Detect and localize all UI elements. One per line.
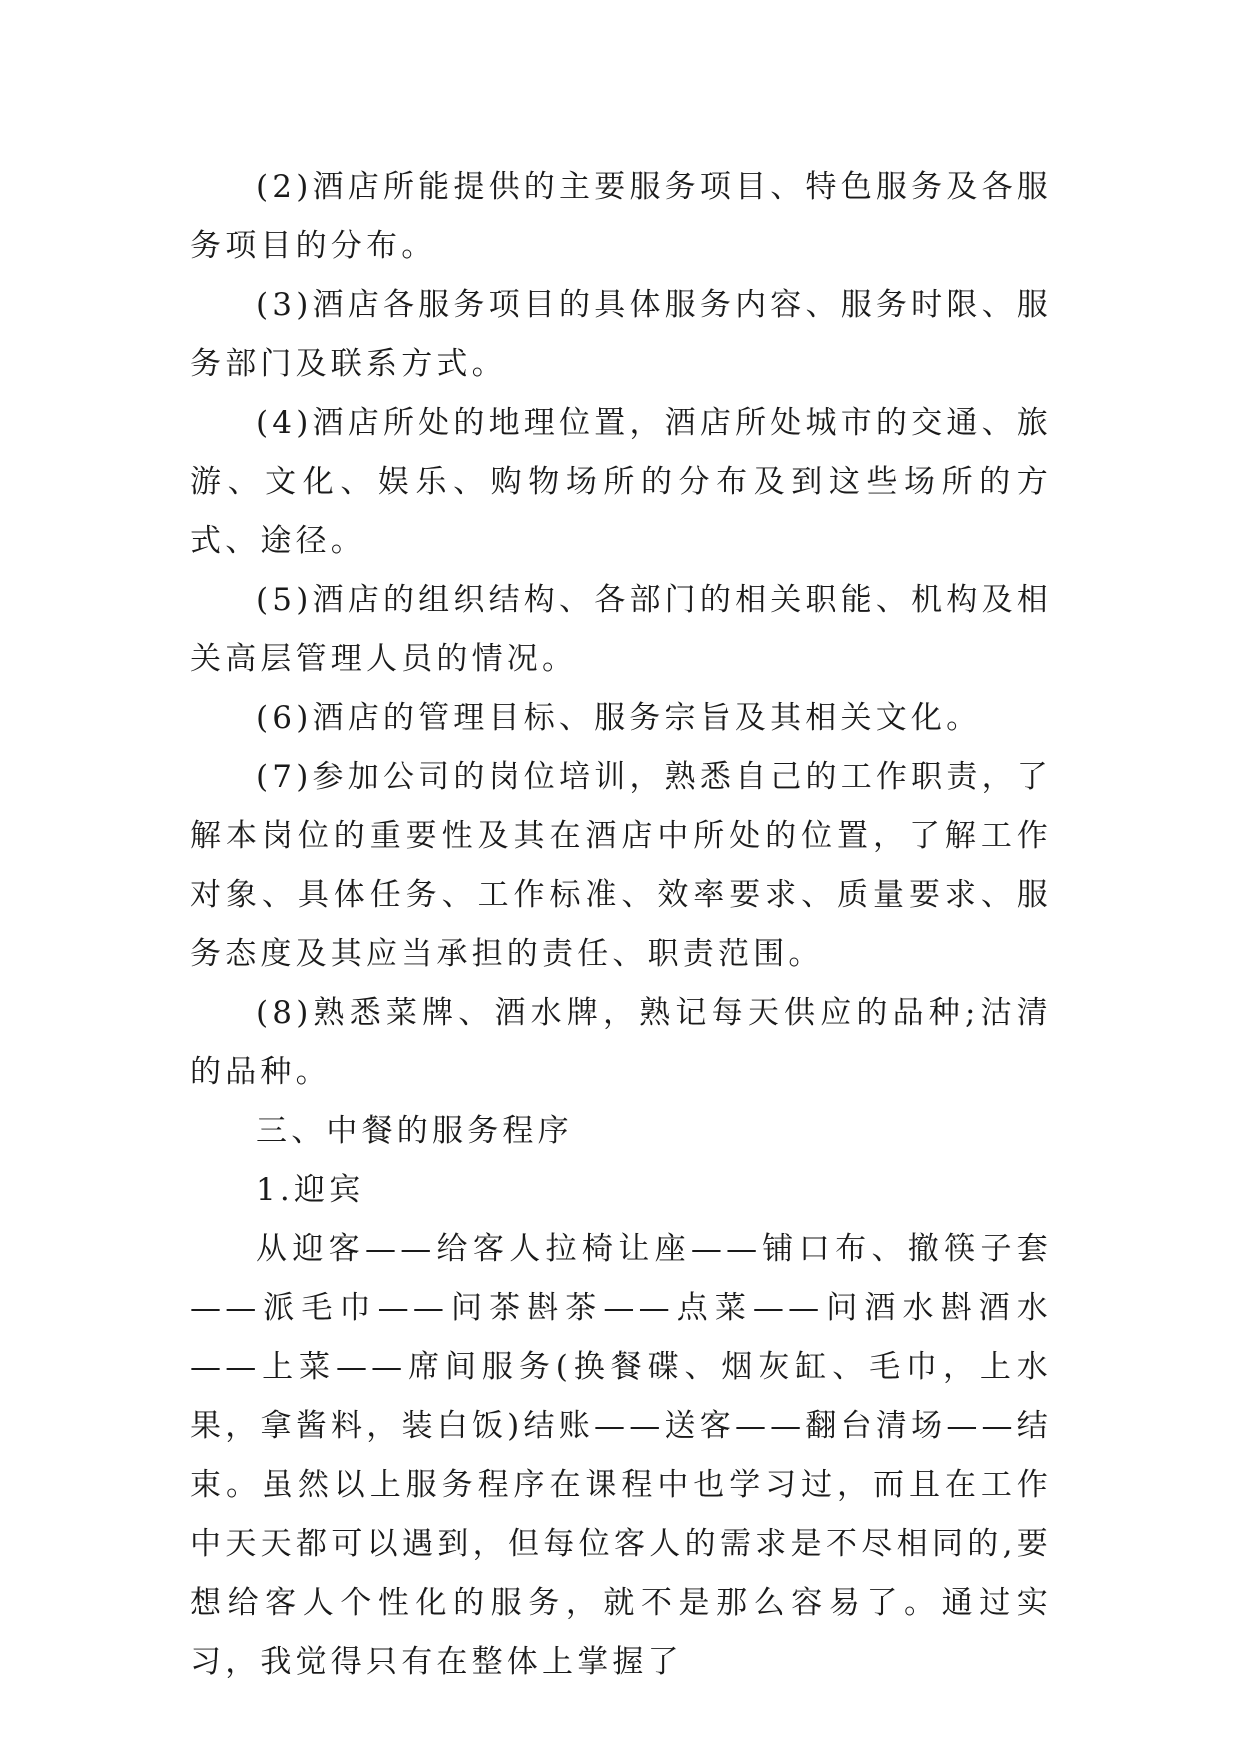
paragraph-item-6: (6)酒店的管理目标、服务宗旨及其相关文化。 — [256, 700, 982, 736]
subsection-heading: 1.迎宾 — [256, 1172, 365, 1208]
paragraph-item-7: (7)参加公司的岗位培训，熟悉自己的工作职责，了解本岗位的重要性及其在酒店中所处的位置，了解工作对象、具体任务、工作标准、效率要求、质量要求、服务态度及其应当承担的责任、职责范围。 — [190, 759, 1052, 972]
section-heading: 三、中餐的服务程序 — [256, 1113, 573, 1149]
paragraph-item-4: (4)酒店所处的地理位置，酒店所处城市的交通、旅游、文化、娱乐、购物场所的分布及到这些场所的方式、途径。 — [190, 405, 1052, 559]
paragraph-item-8: (8)熟悉菜牌、酒水牌，熟记每天供应的品种;沽清的品种。 — [190, 995, 1052, 1090]
service-procedure-paragraph: 从迎客——给客人拉椅让座——铺口布、撤筷子套——派毛巾——问茶斟茶——点菜——问酒水斟酒水——上菜——席间服务(换餐碟、烟灰缸、毛巾，上水果，拿酱料，装白饭)结账——送客——翻台清场——结束。虽然以上服务程序在课程中也学习过，而且在工作中天天都可以遇到，但每位客人的需求是不尽相同的,要想给客人个性化的服务，就不是那么容易了。通过实习，我觉得只有在整体上掌握了 — [190, 1231, 1052, 1680]
paragraph-item-2: (2)酒店所能提供的主要服务项目、特色服务及各服务项目的分布。 — [190, 169, 1052, 264]
paragraph-item-5: (5)酒店的组织结构、各部门的相关职能、机构及相关高层管理人员的情况。 — [190, 582, 1052, 677]
paragraph-item-3: (3)酒店各服务项目的具体服务内容、服务时限、服务部门及联系方式。 — [190, 287, 1052, 382]
document-body — [190, 158, 1052, 1692]
